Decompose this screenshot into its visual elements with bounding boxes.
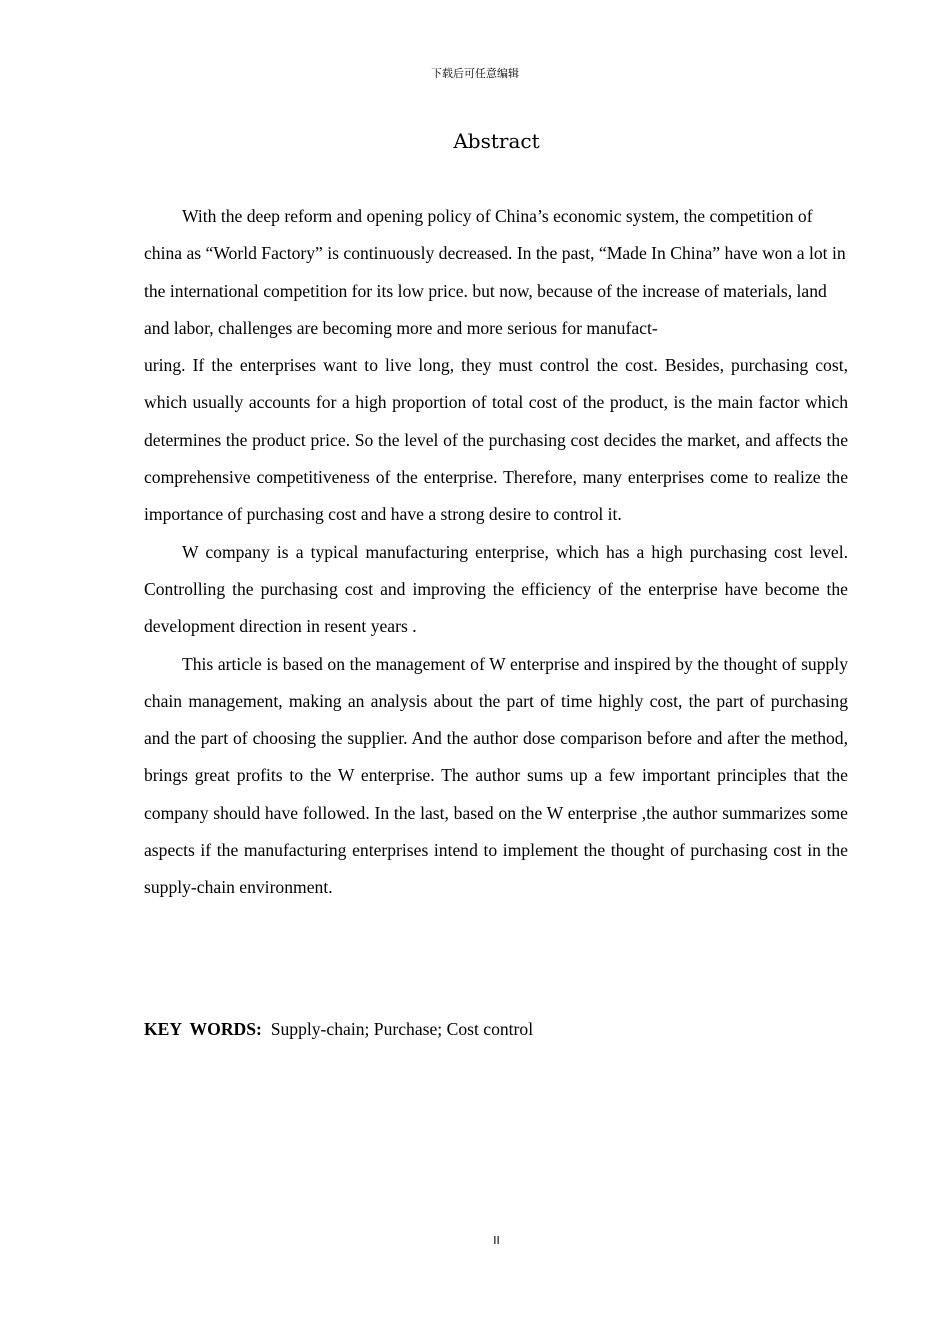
keywords-value: Supply-chain; Purchase; Cost control	[270, 1019, 534, 1039]
page-title: Abstract	[453, 129, 540, 153]
abstract-paragraph-2: uring. If the enterprises want to live long, they must control the cost. Besides, purchasing cost, which usually accounts for a high proportion of total cost of the product, is the main factor which determines the product price. So the level of the purchasing cost decides the market, and affects the comprehensive competitiveness of the enterprise. Therefore, many enterprises come to realize the importance of purchasing cost and have a strong desire to control it.	[144, 355, 848, 525]
keywords-label: KEY WORDS:	[144, 1019, 262, 1039]
page-number: II	[493, 1234, 500, 1247]
abstract-body	[144, 198, 848, 907]
abstract-paragraph-4: This article is based on the management of W enterprise and inspired by the thought of supply chain management, making an analysis about the part of time highly cost, the part of purchasing and the part of choosing the supplier. And the author dose comparison before and after the method, brings great profits to the W enterprise. The author sums up a few important principles that the company should have followed. In the last, based on the W enterprise ,the author summarizes some aspects if the manufacturing enterprises intend to implement the thought of purchasing cost in the supply-chain environment.	[144, 653, 848, 898]
abstract-paragraph-3: W company is a typical manufacturing enterprise, which has a high purchasing cost level. Controlling the purchasing cost and improving the efficiency of the enterprise have become the development direction in resent years .	[144, 541, 848, 637]
keywords-line	[144, 1014, 848, 1044]
abstract-paragraph-1: With the deep reform and opening policy of China’s economic system, the competition of china as “World Factory” is continuously decreased. In the past, “Made In China” have won a lot in the international competition for its low price. but now, because of the increase of materials, land and labor, challenges are becoming more and more serious for manufact-	[144, 206, 846, 338]
header-note: 下载后可任意编辑	[431, 67, 519, 80]
